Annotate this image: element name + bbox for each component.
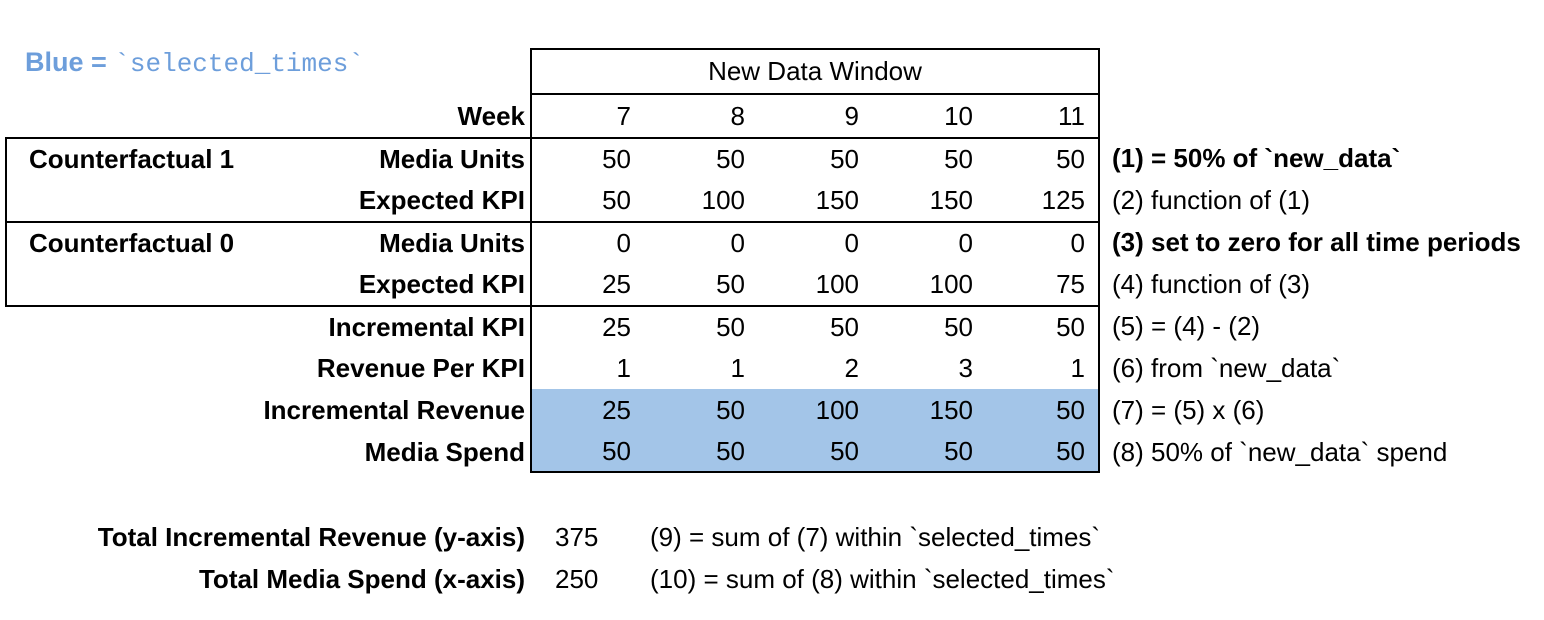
metric-label: Media Units bbox=[379, 143, 525, 174]
table-cell: 1 bbox=[530, 347, 644, 389]
row-note: (3) set to zero for all time periods bbox=[1112, 226, 1521, 257]
highlighted-cell: 25 bbox=[530, 389, 644, 431]
table-cell: 50 bbox=[986, 305, 1100, 347]
highlighted-cell: 50 bbox=[758, 431, 872, 473]
table-cell: 50 bbox=[758, 305, 872, 347]
table-cell: 50 bbox=[644, 137, 758, 179]
table-cell: 25 bbox=[530, 305, 644, 347]
table-cell: 50 bbox=[716, 268, 745, 299]
week-value: 10 bbox=[944, 100, 973, 131]
metric-label: Media Units bbox=[379, 227, 525, 258]
row-note: (6) from `new_data` bbox=[1112, 352, 1341, 383]
week-value: 7 bbox=[530, 95, 644, 137]
highlighted-cell: 50 bbox=[644, 431, 758, 473]
highlighted-cell: 50 bbox=[530, 431, 644, 473]
highlighted-cell: 50 bbox=[644, 389, 758, 431]
new-data-window-header: New Data Window bbox=[530, 48, 1100, 95]
row-note: (5) = (4) - (2) bbox=[1112, 310, 1261, 341]
highlighted-cell: 50 bbox=[986, 431, 1100, 473]
totals-section bbox=[5, 516, 1115, 600]
row-label-cell bbox=[5, 389, 530, 431]
table-cell: 2 bbox=[844, 352, 859, 383]
table-cell: 25 bbox=[530, 263, 644, 305]
highlighted-cell: 50 bbox=[872, 431, 986, 473]
table-cell: 50 bbox=[530, 179, 644, 221]
metric-label: Revenue Per KPI bbox=[316, 352, 525, 383]
table-cell: 100 bbox=[929, 268, 973, 299]
table-cell: 0 bbox=[758, 221, 872, 263]
metric-label: Incremental KPI bbox=[328, 311, 525, 342]
header-spacer-right bbox=[1100, 48, 1540, 95]
table-cell: 150 bbox=[929, 184, 973, 215]
table-cell: 0 bbox=[872, 221, 986, 263]
metric-label: Expected KPI bbox=[358, 184, 525, 215]
week-value: 9 bbox=[844, 100, 859, 131]
table-cell: 50 bbox=[986, 137, 1100, 179]
row-label-cell bbox=[5, 179, 530, 221]
table-cell: 1 bbox=[730, 352, 745, 383]
highlighted-cell: 100 bbox=[758, 389, 872, 431]
row-label-cell bbox=[5, 431, 530, 473]
metric-label: Media Spend bbox=[364, 436, 525, 467]
total-incremental-revenue-label: Total Incremental Revenue (y-axis) bbox=[97, 521, 525, 552]
header-spacer bbox=[5, 48, 530, 95]
table-cell: 0 bbox=[530, 221, 644, 263]
table-cell: 100 bbox=[701, 184, 745, 215]
week-value: 11 bbox=[986, 95, 1100, 137]
total-media-spend-value: 250 bbox=[555, 563, 599, 594]
row-label-cell bbox=[5, 347, 530, 389]
row-note: (4) function of (3) bbox=[1112, 268, 1310, 299]
group-label-counterfactual-0: Counterfactual 0 bbox=[29, 227, 235, 258]
table-cell: 125 bbox=[986, 179, 1100, 221]
table-cell: 50 bbox=[872, 305, 986, 347]
table-cell: 50 bbox=[758, 137, 872, 179]
table-cell: 75 bbox=[986, 263, 1100, 305]
total-media-spend-note: (10) = sum of (8) within `selected_times` bbox=[650, 563, 1115, 594]
week-label: Week bbox=[457, 100, 525, 131]
total-incremental-revenue-note: (9) = sum of (7) within `selected_times` bbox=[650, 521, 1101, 552]
table-cell: 0 bbox=[644, 221, 758, 263]
table-cell: 1 bbox=[986, 347, 1100, 389]
row-note: (1) = 50% of `new_data` bbox=[1112, 142, 1401, 173]
row-label-cell bbox=[5, 263, 530, 305]
highlighted-cell: 150 bbox=[872, 389, 986, 431]
total-incremental-revenue-value: 375 bbox=[555, 521, 599, 552]
row-label-cell bbox=[5, 305, 530, 347]
row-label-cell bbox=[5, 137, 530, 179]
metric-label: Incremental Revenue bbox=[263, 394, 525, 425]
row-note: (2) function of (1) bbox=[1112, 184, 1310, 215]
table-cell: 50 bbox=[644, 305, 758, 347]
table-cell: 3 bbox=[958, 352, 973, 383]
table-cell: 0 bbox=[986, 221, 1100, 263]
legend-color-label: Blue = bbox=[25, 47, 115, 77]
counterfactual-table bbox=[5, 48, 1540, 473]
total-media-spend-label: Total Media Spend (x-axis) bbox=[198, 563, 525, 594]
highlighted-cell: 50 bbox=[986, 389, 1100, 431]
row-note: (7) = (5) x (6) bbox=[1112, 394, 1265, 425]
table-cell: 150 bbox=[815, 184, 859, 215]
week-value: 8 bbox=[730, 100, 745, 131]
table-cell: 100 bbox=[815, 268, 859, 299]
group-label-counterfactual-1: Counterfactual 1 bbox=[29, 143, 235, 174]
row-label-cell bbox=[5, 221, 530, 263]
metric-label: Expected KPI bbox=[358, 268, 525, 299]
table-cell: 50 bbox=[872, 137, 986, 179]
legend-code-label: `selected_times` bbox=[114, 49, 364, 79]
week-spacer bbox=[1100, 95, 1540, 137]
table-cell: 50 bbox=[530, 137, 644, 179]
row-note: (8) 50% of `new_data` spend bbox=[1112, 436, 1448, 467]
